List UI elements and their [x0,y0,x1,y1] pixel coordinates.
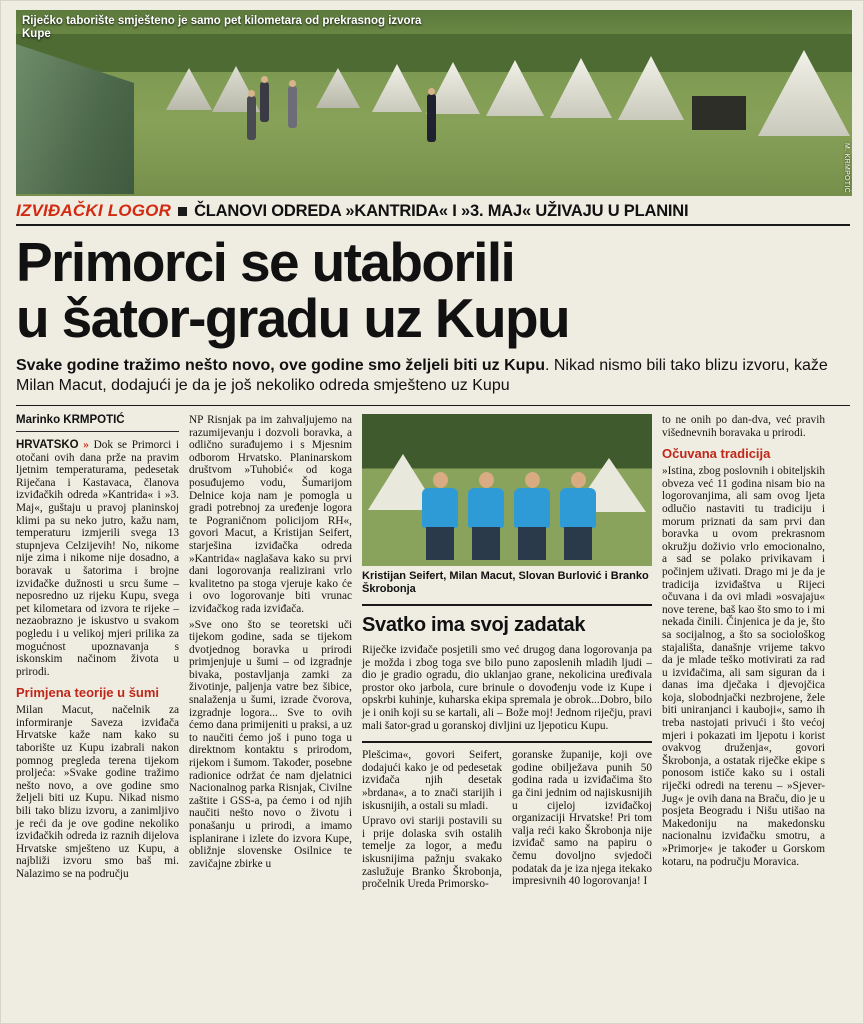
paragraph: goranske županije, koji ove godine obilježava punih 50 godina rada u izviđačima što ga čini jednim od najiskusnijih u cijeloj izviđačkoj organizaciji Hrvatske! Pri tom valja reći kako Škrobonja nije izviđač samo na papiru o čemu dovoljno svjedoči podatak da je iza njega itekako impresivnih 40 logorovanja! I [512,749,652,888]
standfirst-rest: . Nikad nismo bili tako blizu izvoru, kaže Milan Macut, dodajući je da je još nekoliko odreda smješteno uz Kupu [16,357,828,394]
photo-caption: Riječko taborište smješteno je samo pet kilometara od prekrasnog izvora Kupe [22,15,422,40]
group-photo [362,414,652,566]
boxout-title: Svatko ima svoj zadatak [362,614,586,636]
photo-caption-2: Kristijan Seifert, Milan Macut, Slovan Burlović i Branko Škrobonja [362,570,649,595]
paragraph: »Istina, zbog poslovnih i obiteljskih obveza već 11 godina nisam bio na logorovanjima, ali sam ovog ljeta odlučio nastaviti tu tradiciju i morum priznati da sam prvi dan boravka u ovom prekrasnom okružju doživio vrlo emocionalno, a sad se polako privikavam i počinjem uživati. Drago mi je da je tradicija izviđaštva u Rijeci očuvana i da ovi mladi »osvajaju« nove terene, baš kao što smo to i mi nekada činili. Činjenica je da je, što sa socijalnog, a što sa sociološkog stajališta, današnje vrijeme takvo da je mlade teško motivirati za rad u izviđačima, ali sam siguran da i danas ima dječaka i djevojčica koja, slobodnjački nezbrojene, žele biti uniranjanci i kauboji«, samo ih treba nastojati privući i što većoj mjeri i pokazati im ljepotu i korist ovakvog druženja«, govori Škrobonja, a ostatak riječke ekipe s ponosom ističe kako su i ostali riječki odredi na terenu – »Sjever-Jug« je ovih dana na Braču, dio je u posjeta Beogradu i Nišu utišao na Makedoniju na makedonsku nacionalnu izviđačku smotru, a »Primorje« je također u Gorskom kotaru, na području Moravica. [662,465,825,868]
paragraph: to ne onih po dan-dva, već pravih višednevnih boravaka u prirodi. [662,414,825,439]
lead-arrow: » [83,439,89,451]
top-photo [16,10,852,196]
standfirst-bold: Svake godine tražimo nešto novo, ove godine smo željeli biti uz Kupu [16,357,545,374]
paragraph [16,439,179,678]
person [427,94,436,142]
lead-bold: HRVATSKO [16,439,79,451]
paragraph: Upravo ovi stariji postavili su i prije dolaska svih ostalih temelje za logor, a među iskusnijima pažnju svakako zaslužuje Branko Škrobonja, pročelnik Ureda Primorsko- [362,815,502,891]
headline-line-1: Primorci se utaborili [16,231,515,293]
person [288,86,297,128]
person-kristijan-seifert [420,472,460,560]
kicker-tag: IZVIĐAČKI LOGOR [16,201,172,220]
boxout [362,604,652,743]
square-bullet-icon [178,207,187,216]
person-milan-macut [466,472,506,560]
kicker-bar [16,201,850,226]
column-3-lower [362,749,652,894]
column-4 [662,414,825,894]
column-1 [16,414,179,894]
headline-line-2: u šator-gradu uz Kupu [16,287,570,349]
person-branko-skrobonja [558,472,598,560]
shelter [692,96,746,130]
paragraph: NP Risnjak pa im zahvaljujemo na razumijevanju i dozvoli boravka, a odlično surađujemo i s Mjesnim odborom Hrvatsko. Planinarskom društvom »Tuhobić« od koga posuđujemo vodu, Šumarijom Delnice koja nam je pomogla u gradi potrebnoj za uređenje logora te Pograničnom policijom RH«, govori Macut, a Kristijan Seifert, starješina izviđačka odreda »Kantrida« naglašava kako su prvi dani logorovanja realizirani vrlo kvalitetno pa stoga vjeruje kako će i ovo logorovanje biti vrunac izviđačkog rada izviđača. [189,414,352,615]
paragraph: »Sve ono što se teoretski uči tijekom godine, sada se tijekom dvotjednog boravka u prirodi primjenjuje u šumi – od izgradnje bivaka, postavljanja zamki za životinje, paljenja vatre bez šibice, snalaženja u šumi, izrade čvorova, izgradnje logora... Sve to ovih ćemo dana primijeniti u praksi, a uz to naučiti ćemo još i puno toga u direktnom kontaktu s prirodom, rijekom i šumom. Također, posebne radionice održat će nam djelatnici Nacionalnog parka Risnjak, Civilne zaštite i GSS-a, pa ćemo i od njih naučiti nešto novo o životu i ponašanju u prirodi, a imamo isplanirane i izlete do izvora Kupe, obližnje slovenske Osilnice te zavičajne zbirke u [189,618,352,870]
paragraph-text: Dok se Primorci i otočani ovih dana prže na pravim ljetnim temperaturama, pedesetak Riječana i Kastavaca, članova izviđačkih odreda »Kantrida« i »3. Maj«, guštaju u pravoj planinskoj klimi pa su neko jutro, kažu nam, temperaturu izmjerili svega 13 stupnjeva Celzijevih! No, nikome nije zima i nikome nije dosadno, a boravak u šatorima i brojne izviđačke dužnosti u srcu šume – neposredno uz rijeku Kupu, svega pet kilometara od izvora te rijeke – nezaobrazno je iskustvo u svakom pogledu i u velikoj mjeri prilika za mogućnost upoznavanja s iskonskim načinom života u prirodi. [16,439,180,678]
person [260,82,269,122]
photo-credit: M. KRMPOTIĆ [843,143,850,193]
page-title [16,231,850,349]
column-3 [362,414,652,894]
subheading: Očuvana tradicija [662,446,771,462]
paragraph: Riječke izviđače posjetili smo već drugog dana logorovanja pa je možda i zbog toga sve bilo puno zaposlenih mladih ljudi – dio je gradio ogradu, dio uklanjao grane, nekolicina uređivala prostor oko jarbola, cure brinule o dovođenju vode iz Kupe i opskrbi kuhinje, kuharska ekipa spremala je obrok...Dobro, bilo je i onih koji su se kartali, ali – Bože moj! Jednom riječju, pravi mali šator-grad u goranskoj divljini uz ljepoticu Kupu. [362,644,652,732]
person [247,96,256,140]
kicker-text: ČLANOVI ODREDA »KANTRIDA« I »3. MAJ« UŽIVAJU U PLANINI [194,201,689,220]
column-3a [362,749,502,894]
person-slovan-burlovic [512,472,552,560]
byline: Marinko KRMPOTIĆ [16,414,179,432]
column-3b [512,749,652,894]
column-2 [189,414,352,894]
article-body [16,414,850,894]
standfirst [16,356,850,406]
subheading: Primjena teorije u šumi [16,685,160,701]
paragraph: Milan Macut, načelnik za informiranje Saveza izviđača Hrvatske kaže nam kako su taborište uz Kupu izabrali nakon pomnog pregleda terena tijekom proljeća: »Svake godine tražimo nešto novo, a ove godine smo željeli biti uz Kupu. Nikad nismo bili tako blizu izvoru, a zanimljivo je reći da je ove godine nekoliko izviđačkih odreda iz raznih dijelova Hrvatske smješteno uz Kupu, a najbliži izvoru smo baš mi. Nalazimo se na području [16,704,179,880]
paragraph: Plešcima«, govori Seifert, dodajući kako je od pedesetak izviđača njih desetak »brdana«, a to znači starijih i iskusnijih, a ostali su mladi. [362,749,502,812]
